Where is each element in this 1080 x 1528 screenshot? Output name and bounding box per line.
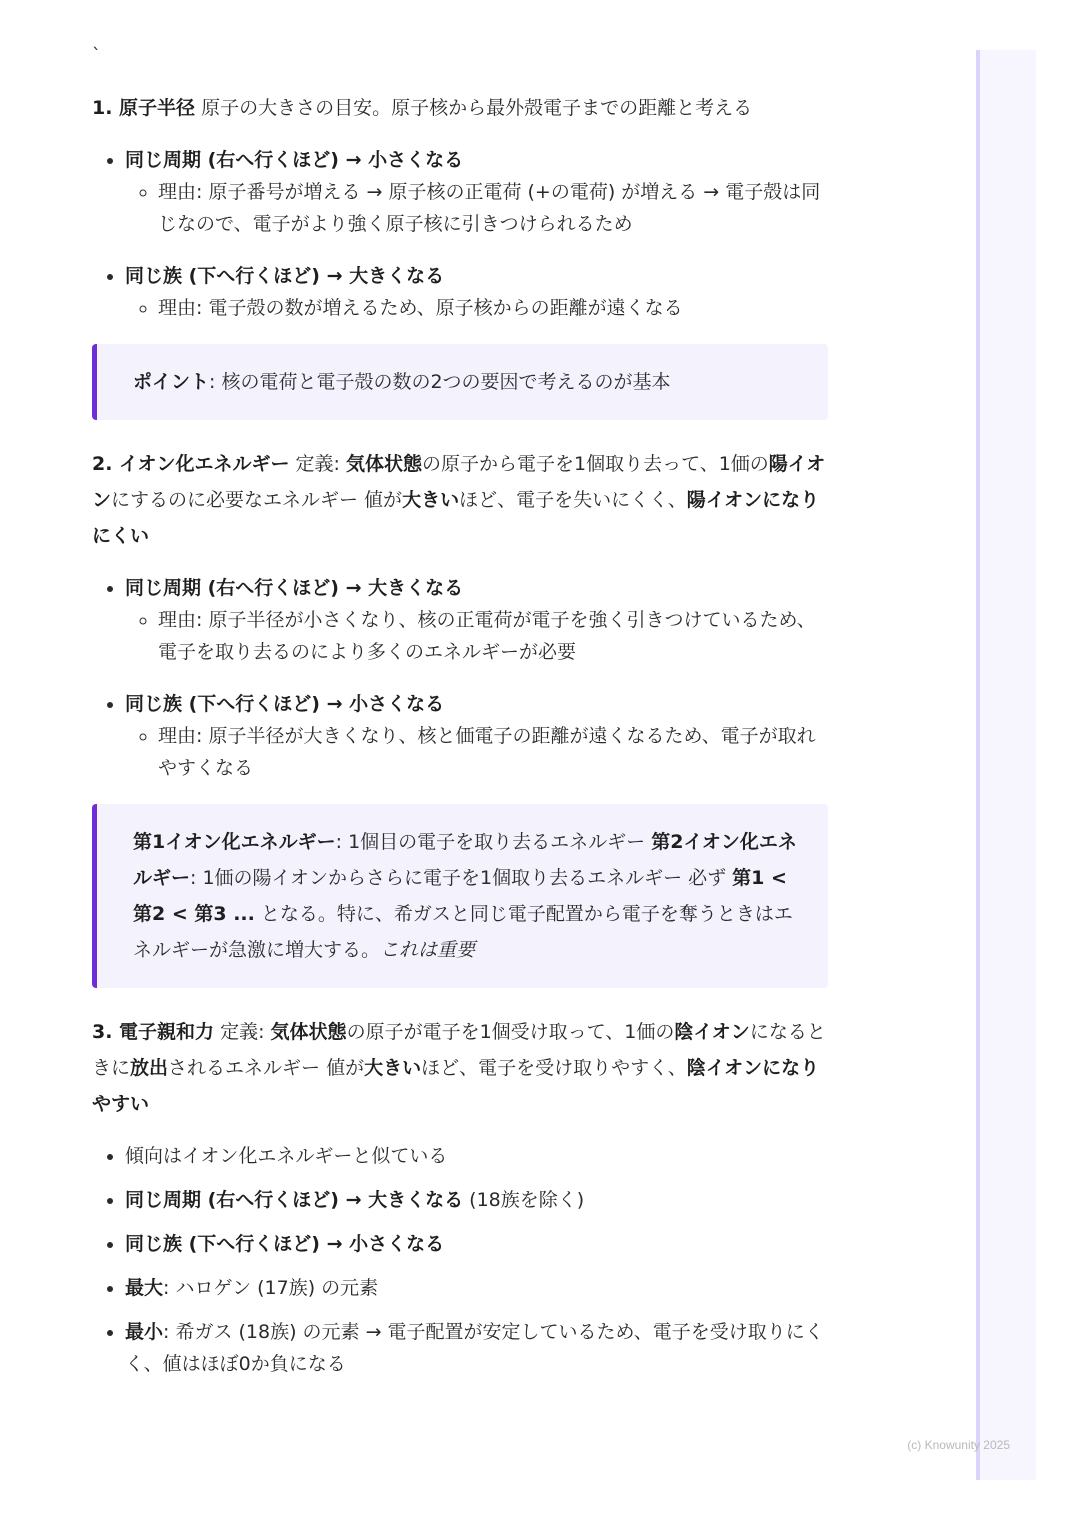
keyword: 大きい xyxy=(364,1057,422,1079)
callout-point xyxy=(92,344,828,420)
section-2-heading: 2. イオン化エネルギー xyxy=(92,453,290,475)
keyword: 第2イオン化エネルギー xyxy=(133,831,797,889)
text-run: されるエネルギー 値が xyxy=(168,1057,365,1079)
trend-group-label: 同じ族 (下へ行くほど) → 大きくなる xyxy=(125,265,445,287)
reason-text: ◦ 理由: 原子半径が小さくなり、核の正電荷が電子を強く引きつけているため、電子を取り去るのにより多くのエネルギーが必要 xyxy=(158,604,828,668)
document-content xyxy=(92,44,828,1392)
section-2-list xyxy=(92,572,828,784)
section-2-intro xyxy=(92,446,828,554)
section-1-description: 原子の大きさの目安。原子核から最外殻電子までの距離と考える xyxy=(195,97,753,119)
section-3-list xyxy=(92,1140,828,1380)
text-run: 定義: xyxy=(289,453,346,475)
keyword: 気体状態 xyxy=(270,1021,347,1043)
section-atomic-radius xyxy=(92,90,828,420)
text-run: : ハロゲン (17族) の元素 xyxy=(163,1277,379,1299)
keyword: 最小 xyxy=(125,1321,164,1343)
keyword: 陽イオンになりにくい xyxy=(92,489,820,547)
section-3-intro xyxy=(92,1014,828,1122)
list-item xyxy=(125,260,828,324)
trend-period-label: 同じ周期 (右へ行くほど) → 小さくなる xyxy=(125,149,464,171)
trend-group-label: 同じ族 (下へ行くほど) → 小さくなる xyxy=(125,693,445,715)
trend-period-label: 同じ周期 (右へ行くほど) → 大きくなる xyxy=(125,577,464,599)
text-run: となる。特に、希ガスと同じ電子配置から電子を奪うときはエネルギーが急激に増大する。 xyxy=(133,903,793,961)
keyword: 大きい xyxy=(402,489,460,511)
keyword: 放出 xyxy=(130,1057,169,1079)
section-1-list xyxy=(92,144,828,324)
text-run: の原子から電子を1個取り去って、1価の xyxy=(421,453,769,475)
keyword: 気体状態 xyxy=(345,453,422,475)
text-run: : 1価の陽イオンからさらに電子を1個取り去るエネルギー 必ず xyxy=(190,867,733,889)
text-run: になるときに xyxy=(92,1021,826,1079)
section-electron-affinity xyxy=(92,1014,828,1380)
text-run: : 1個目の電子を取り去るエネルギー xyxy=(335,831,652,853)
list-item xyxy=(125,572,828,668)
reason-text: ◦ 理由: 原子番号が増える → 原子核の正電荷 (+の電荷) が増える → 電子殻は同じなので、電子がより強く原子核に引きつけられるため xyxy=(158,176,828,240)
trend-group-label: 同じ族 (下へ行くほど) → 小さくなる xyxy=(125,1233,445,1255)
text-run: (18族を除く) xyxy=(463,1189,585,1211)
keyword: 陰イオンになりやすい xyxy=(92,1057,820,1115)
section-1-heading: 1. 原子半径 xyxy=(92,97,196,119)
text-run: : 希ガス (18族) の元素 → 電子配置が安定しているため、電子を受け取りにくく、値はほぼ0か負になる xyxy=(125,1321,824,1375)
list-item xyxy=(125,1228,828,1260)
section-ionization-energy xyxy=(92,446,828,988)
list-item: • 傾向はイオン化エネルギーと似ている xyxy=(125,1140,828,1172)
list-item xyxy=(125,1184,828,1216)
section-1-intro xyxy=(92,90,828,126)
list-item xyxy=(125,144,828,240)
keyword: 第1イオン化エネルギー xyxy=(133,831,336,853)
callout-term: ポイント xyxy=(133,371,210,393)
list-item xyxy=(125,1316,828,1380)
text-run: の原子が電子を1個受け取って、1価の xyxy=(346,1021,675,1043)
callout-ionization-note xyxy=(92,804,828,988)
section-3-heading: 3. 電子親和力 xyxy=(92,1021,215,1043)
right-sidebar-panel xyxy=(976,50,1036,1480)
emphasis-text: これは重要 xyxy=(380,939,476,961)
trend-period-label: 同じ周期 (右へ行くほど) → 大きくなる xyxy=(125,1189,464,1211)
keyword: 陰イオン xyxy=(674,1021,750,1043)
copyright-footer: (c) Knowunity 2025 xyxy=(907,1438,1010,1452)
list-item xyxy=(125,1272,828,1304)
keyword: 第1 < 第2 < 第3 ... xyxy=(133,867,787,925)
keyword: 最大 xyxy=(125,1277,164,1299)
stray-backtick: ` xyxy=(92,45,101,66)
reason-text: ◦ 理由: 電子殻の数が増えるため、原子核からの距離が遠くなる xyxy=(158,292,828,324)
reason-text: ◦ 理由: 原子半径が大きくなり、核と価電子の距離が遠くなるため、電子が取れやすくなる xyxy=(158,720,828,784)
text-run: ほど、電子を失いにくく、 xyxy=(459,489,687,511)
list-item xyxy=(125,688,828,784)
text-run: にするのに必要なエネルギー 値が xyxy=(111,489,403,511)
keyword: 陽イオン xyxy=(92,453,826,511)
callout-text: : 核の電荷と電子殻の数の2つの要因で考えるのが基本 xyxy=(209,371,671,393)
text-run: 定義: xyxy=(214,1021,271,1043)
text-run: ほど、電子を受け取りやすく、 xyxy=(421,1057,687,1079)
